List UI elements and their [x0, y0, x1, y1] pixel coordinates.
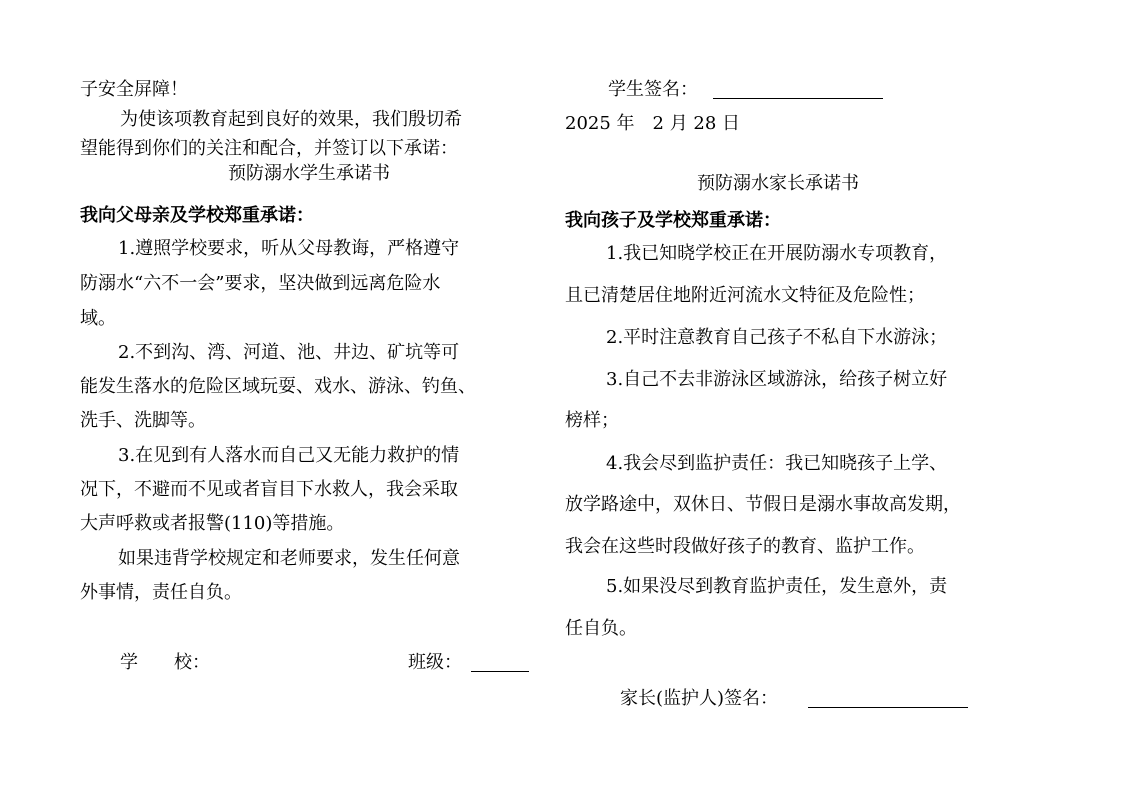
student-pledge-title: 预防溺水学生承诺书: [228, 163, 390, 184]
pledge-line: 5.如果没尽到教育监护责任，发生意外，责: [606, 576, 948, 597]
pledge-line: 防溺水“六不一会”要求，坚决做到远离危险水: [80, 273, 441, 294]
pledge-line: 3.自己不去非游泳区域游泳，给孩子树立好: [606, 369, 948, 390]
pledge-line: 我会在这些时段做好孩子的教育、监护工作。: [565, 536, 925, 557]
class-field[interactable]: [471, 671, 529, 672]
pledge-line: 2.平时注意教育自己孩子不私自下水游泳；: [606, 327, 948, 348]
intro-line: 望能得到你们的关注和配合，并签订以下承诺：: [80, 138, 458, 159]
pledge-line: 榜样；: [565, 410, 619, 431]
student-sign-field[interactable]: [713, 98, 883, 99]
school-label: 学 校：: [120, 652, 210, 673]
student-sign-label: 学生签名：: [608, 79, 698, 100]
pledge-line: 1.我已知晓学校正在开展防溺水专项教育，: [606, 243, 948, 264]
parent-sign-label: 家长(监护人)签名：: [620, 688, 779, 709]
pledge-line: 2.不到沟、湾、河道、池、井边、矿坑等可: [118, 342, 460, 363]
student-pledge-heading: 我向父母亲及学校郑重承诺：: [80, 205, 314, 226]
parent-pledge-title: 预防溺水家长承诺书: [697, 173, 859, 194]
parent-pledge-heading: 我向孩子及学校郑重承诺：: [565, 210, 781, 231]
class-label: 班级：: [408, 652, 462, 673]
pledge-line: 4.我会尽到监护责任：我已知晓孩子上学、: [606, 453, 948, 474]
pledge-line: 任自负。: [565, 618, 637, 639]
date: 2025 年 2 月 28 日: [565, 113, 741, 134]
pledge-line: 大声呼救或者报警(110)等措施。: [80, 513, 345, 534]
pledge-line: 3.在见到有人落水而自己又无能力救护的情: [118, 445, 460, 466]
pledge-line: 且已清楚居住地附近河流水文特征及危险性；: [565, 285, 925, 306]
intro-line: 子安全屏障！: [80, 79, 188, 100]
pledge-line: 能发生落水的危险区域玩耍、戏水、游泳、钓鱼、: [80, 376, 476, 397]
parent-sign-field[interactable]: [808, 707, 968, 708]
pledge-line: 放学路途中，双休日、节假日是溺水事故高发期，: [565, 494, 961, 515]
pledge-line: 外事情，责任自负。: [80, 582, 242, 603]
intro-line: 为使该项教育起到良好的效果，我们殷切希: [120, 109, 462, 130]
pledge-line: 域。: [80, 308, 116, 329]
pledge-line: 洗手、洗脚等。: [80, 410, 206, 431]
pledge-line: 况下，不避而不见或者盲目下水救人，我会采取: [80, 479, 458, 500]
pledge-line: 1.遵照学校要求，听从父母教诲，严格遵守: [118, 238, 460, 259]
pledge-line: 如果违背学校规定和老师要求，发生任何意: [118, 548, 460, 569]
